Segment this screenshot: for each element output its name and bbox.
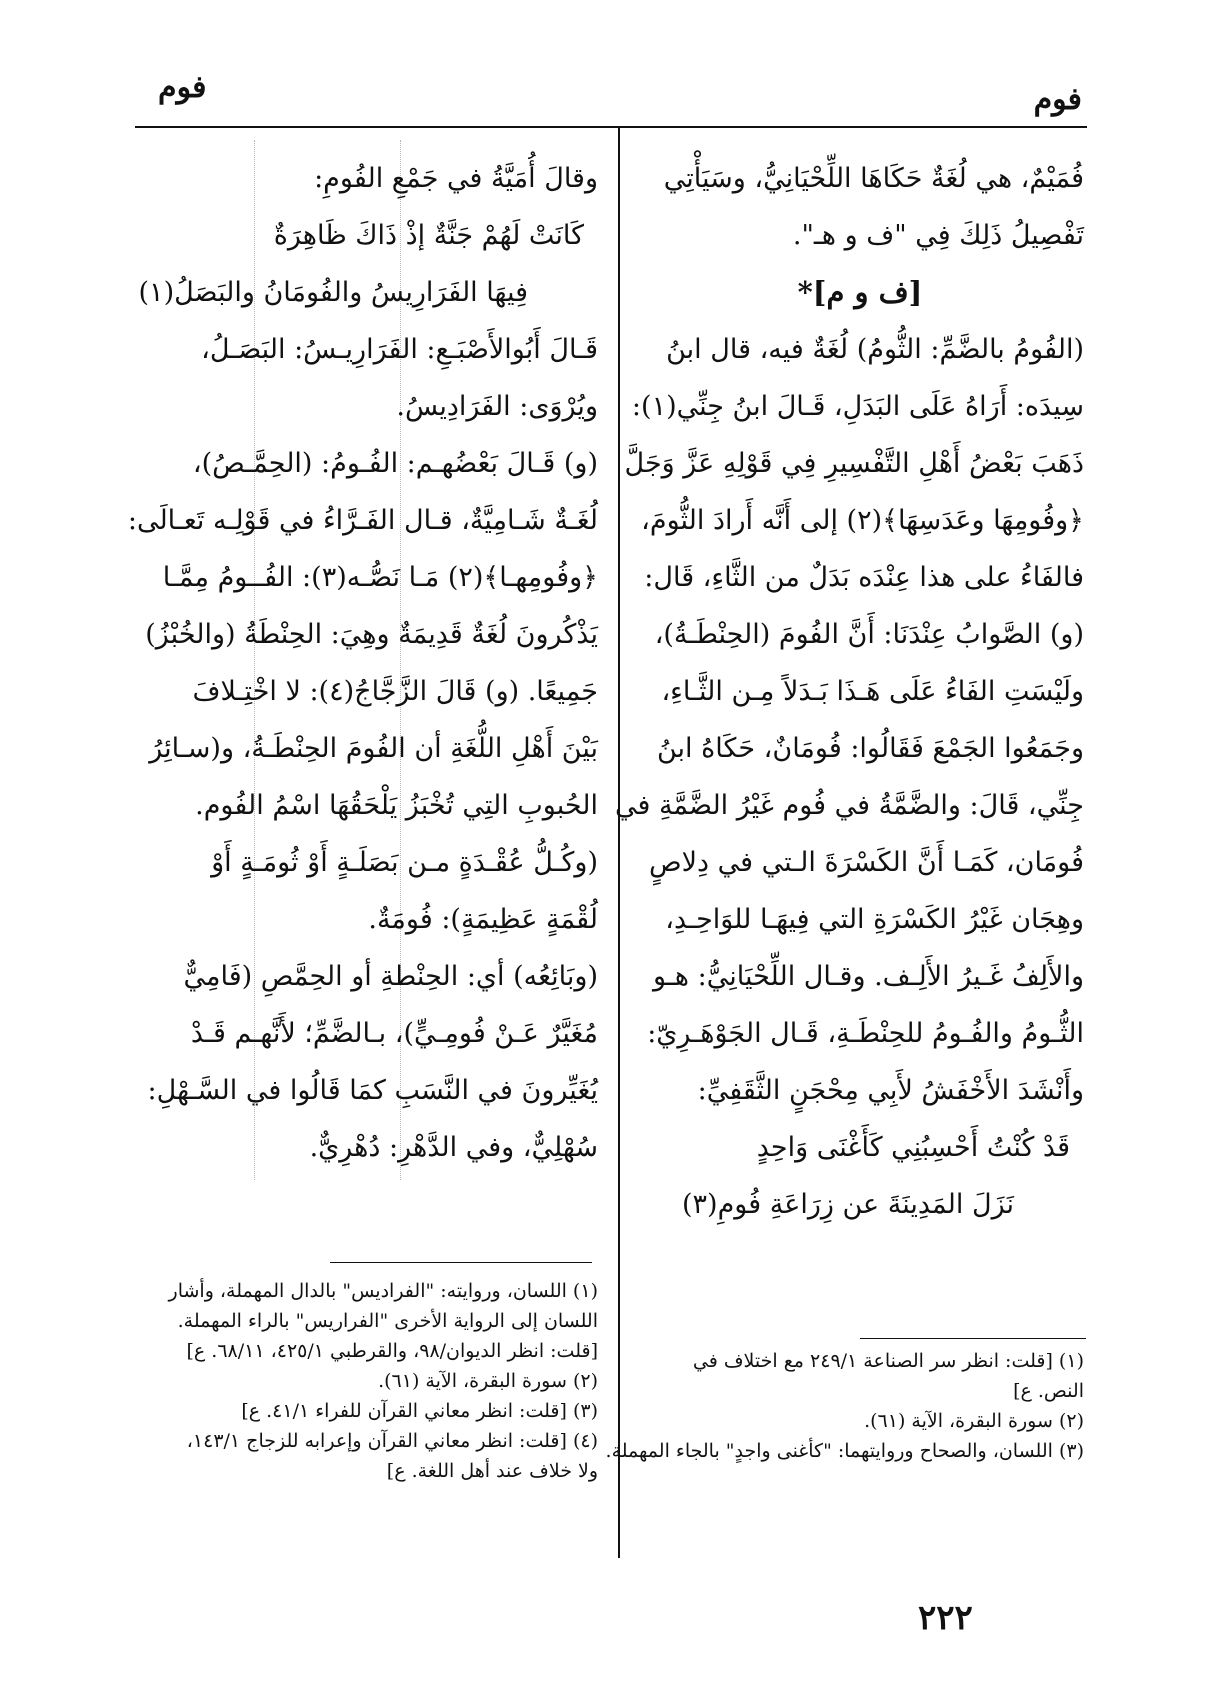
footnote-line: (٢) سورة البقرة، الآية (٦١). — [864, 1410, 1084, 1432]
text-line: لُقْمَةٍ عَظِيمَةٍ): فُومَةٌ. — [368, 904, 598, 935]
left-column — [127, 150, 598, 1176]
text-line: لُغَـةٌ شَـامِيَّةٌ، قـال الفَـرَّاءُ في قَوْلِـه تَعـالَى: — [127, 505, 598, 536]
footnote-line: النص. ع] — [1013, 1380, 1084, 1402]
text-line: وأَنْشَدَ الأَخْفَشُ لأَبِي مِحْجَنٍ الثَّقَفِيِّ: — [697, 1075, 1084, 1106]
text-line: قَـالَ أَبُوالأَصْبَـعِ: الفَرَارِيـسُ: البَصَـلُ، — [201, 334, 598, 365]
text-line: (الفُومُ بالضَّمِّ: الثُّومُ) لُغَةٌ فيه، قال ابنُ — [666, 334, 1084, 365]
text-line: سُهْلِيٌّ، وفي الدَّهْرِ: دُهْرِيٌّ. — [309, 1132, 598, 1163]
text-line: بَيْنَ أَهْلِ اللُّغَةِ أن الفُومَ الحِنْطَـةُ، و(سـائِرُ — [149, 733, 598, 764]
footnote-line: [قلت: انظر الديوان/٩٨، والقرطبي ٤٢٥/١، ٦٨/١١. ع] — [186, 1340, 598, 1362]
footnote-line: ولا خلاف عند أهل اللغة. ع] — [386, 1460, 598, 1482]
text-line: ﴿وفُومِهَا وعَدَسِهَا﴾(٢) إلى أَنَّه أَرادَ الثُّومَ، — [641, 505, 1084, 536]
footnote-line: (٣) اللسان، والصحاح وروايتهما: "كأغنى واجدٍ" بالجاء المهملة. — [605, 1440, 1084, 1462]
text-line: يَذْكُرونَ لُغَةٌ قَدِيمَةٌ وهِيَ: الحِنْطَةُ (والخُبْزُ) — [145, 619, 598, 650]
text-line: ذَهَبَ بَعْضُ أَهْلِ التَّفْسِيرِ فِي قَوْلِهِ عَزَّ وَجَلَّ — [624, 448, 1084, 479]
header-entry-word-left: فوم — [158, 70, 207, 105]
column-divider — [618, 128, 620, 1558]
footnotes-left — [138, 1276, 598, 1486]
header-entry-word-right: فوم — [1033, 82, 1082, 117]
text-line: (وكُـلُّ عُقْـدَةٍ مـن بَصَلَـةٍ أَوْ ثُومَـةٍ أَوْ — [211, 847, 598, 878]
footnote-line: (١) اللسان، وروايته: "الفراديس" بالدال المهملة، وأشار — [168, 1280, 598, 1302]
verse-line: فِيهَا الفَرَارِيسُ والفُومَانُ والبَصَلُ(١) — [138, 277, 528, 308]
header-rule — [135, 126, 1087, 128]
text-line: الثُّـومُ والفُـومُ للحِنْطَـةِ، قَـال الجَوْهَـرِيّ: — [647, 1018, 1084, 1049]
footnote-rule-left — [330, 1262, 592, 1263]
entry-heading: [ف و م]* — [797, 275, 923, 309]
text-line: (و) الصَّوابُ عِنْدَنَا: أَنَّ الفُومَ (الحِنْطَـةُ)، — [654, 619, 1084, 650]
verse-line: كَانَتْ لَهُمْ جَنَّةٌ إذْ ذَاكَ ظَاهِرَةٌ — [273, 220, 584, 251]
footnote-line: (٤) [قلت: انظر معاني القرآن وإعرابه للزجاج ١٤٣/١، — [186, 1430, 598, 1452]
page-number: ٢٢٢ — [918, 1598, 973, 1638]
text-line: جِنِّي، قَالَ: والضَّمَّةُ في فُوم غَيْرُ الضَّمَّةِ في — [614, 790, 1084, 821]
text-line: مُغَيَّرٌ عَـنْ فُومِـيٍّ)، بـالضَّمِّ؛ لأَنَّهـم قَـدْ — [190, 1018, 598, 1049]
text-line: (و) قَـالَ بَعْضُهـم: الفُـومُ: (الحِمَّـصُ)، — [192, 448, 598, 479]
footnote-rule-right — [860, 1338, 1086, 1339]
text-line: فالفَاءُ على هذا عِنْدَه بَدَلٌ من الثَّاءِ، قَال: — [644, 562, 1084, 593]
text-line: الحُبوبِ التِي تُخْبَزُ يَلْحَقُهَا اسْمُ الفُوم. — [195, 790, 598, 821]
text-line: وجَمَعُوا الجَمْعَ فَقَالُوا: فُومَانٌ، حَكَاهُ ابنُ — [656, 733, 1084, 764]
text-line: فُومَان، كَمَـا أَنَّ الكَسْرَةَ الـتي في دِلاصٍ — [648, 847, 1084, 878]
text-line: يُغَيِّرونَ في النَّسَبِ كمَا قَالُوا في السَّـهْلِ: — [147, 1075, 598, 1106]
text-line: تَفْصِيلُ ذَلِكَ فِي "ف و هـ". — [792, 220, 1084, 251]
footnote-line: اللسان إلى الرواية الأخرى "الفراريس" بالراء المهملة. — [177, 1310, 598, 1332]
text-line: سِيدَه: أَرَاهُ عَلَى البَدَلِ، قَـالَ ابنُ جِنِّي(١): — [631, 391, 1084, 422]
footnote-line: (٢) سورة البقرة، الآية (٦١). — [378, 1370, 598, 1392]
text-line: وقالَ أُمَيَّةُ في جَمْعِ الفُومِ: — [314, 163, 598, 194]
verse-line: قَدْ كُنْتُ أَحْسِبُنِي كَأَغْنَى وَاحِدٍ — [756, 1132, 1070, 1163]
right-column — [614, 150, 1084, 1233]
text-line: وهِجَان غَيْرُ الكَسْرَةِ التي فِيهَـا للوَاحِـدِ، — [665, 904, 1084, 935]
text-line: ويُرْوَى: الفَرَادِيسُ. — [396, 391, 598, 422]
text-line: جَمِيعًا. (و) قَالَ الزَّجَّاجُ(٤): لا اخْتِـلافَ — [192, 676, 598, 707]
footnote-line: (١) [قلت: انظر سر الصناعة ٢٤٩/١ مع اختلاف في — [692, 1350, 1084, 1372]
text-line: ﴿وفُومِهـا﴾(٢) مَـا نَصُّـه(٣): الفُــومُ مِمَّـا — [162, 562, 598, 593]
text-line: (وبَائِعُه) أي: الحِنْطةِ أو الحِمَّصِ (فَامِيٌّ — [183, 961, 598, 992]
text-line: ولَيْسَتِ الفَاءُ عَلَى هَـذَا بَـدَلاً مِـن الثَّـاءِ، — [661, 676, 1084, 707]
footnote-line: (٣) [قلت: انظر معاني القرآن للفراء ٤١/١. ع] — [241, 1400, 598, 1422]
verse-line: نَزَلَ المَدِينَةَ عن زِرَاعَةِ فُومِ(٣) — [681, 1189, 1014, 1220]
footnotes-right — [605, 1346, 1084, 1466]
text-line: فُمَيْمٌ، هي لُغَةٌ حَكَاهَا اللِّحْيَانِيُّ، وسَيَأْتِي — [663, 163, 1084, 194]
text-line: والأَلِفُ غَـيرُ الأَلِـف. وقـال اللِّحْيَانِيُّ: هـو — [652, 961, 1084, 992]
